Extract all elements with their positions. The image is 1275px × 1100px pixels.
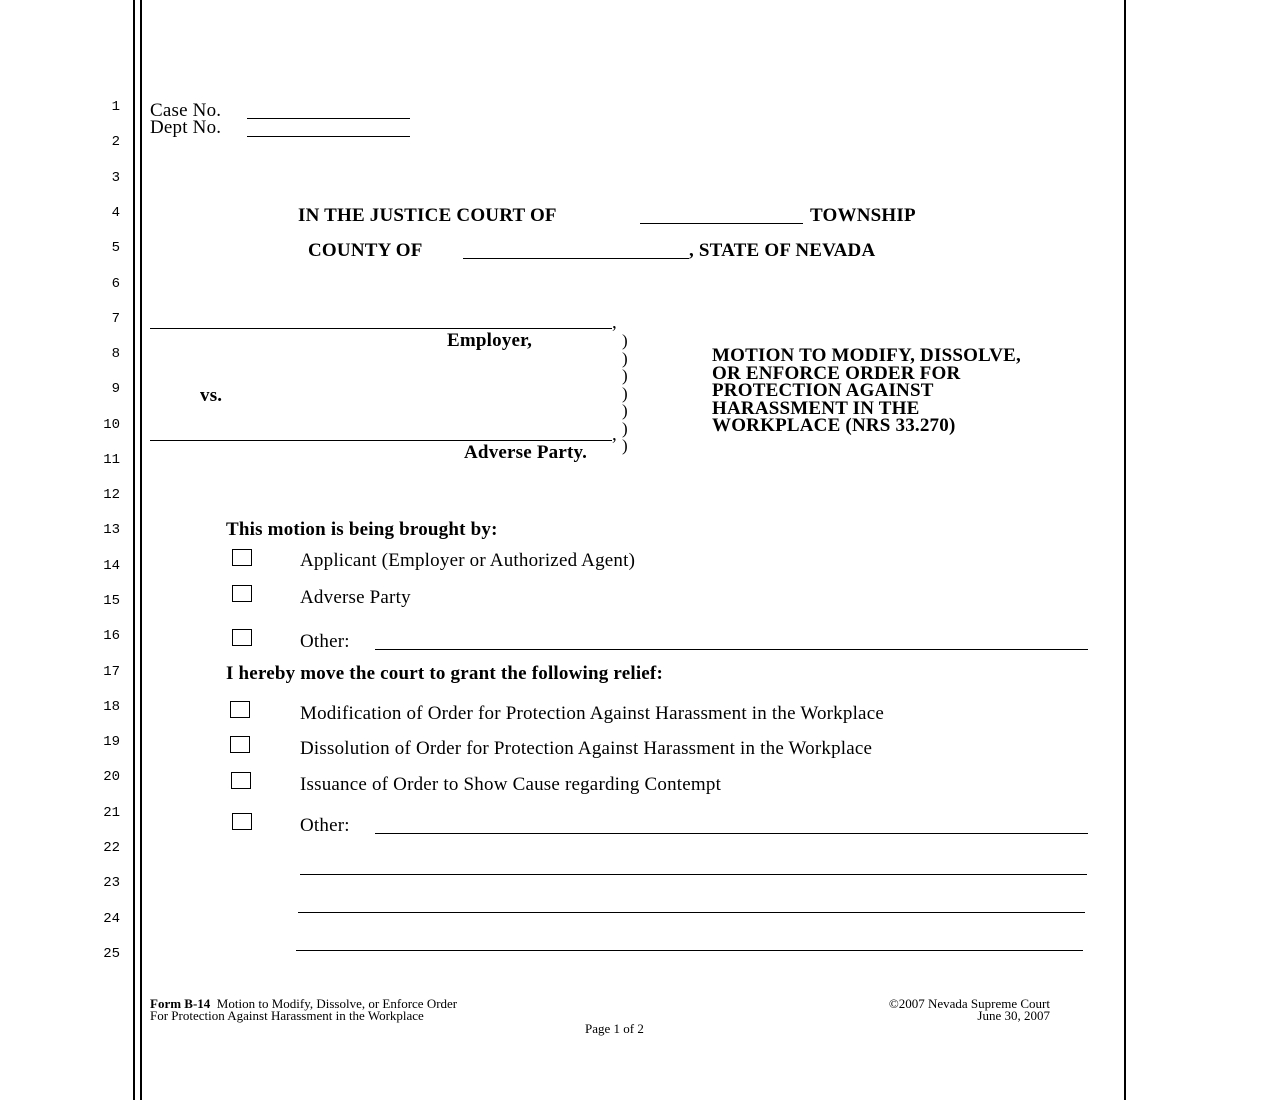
case-number-label: Case No. bbox=[150, 100, 222, 121]
line-number: 21 bbox=[103, 805, 120, 821]
line-number: 9 bbox=[111, 381, 120, 397]
county-heading-suffix: , STATE OF NEVADA bbox=[689, 240, 876, 261]
line-number: 20 bbox=[103, 769, 120, 785]
court-heading-suffix: TOWNSHIP bbox=[810, 205, 916, 226]
form-title-line-2: For Protection Against Harassment in the Workplace bbox=[150, 1008, 424, 1023]
case-number-field[interactable] bbox=[247, 118, 410, 119]
right-margin-rule bbox=[1124, 0, 1126, 1100]
caption-paren: ) bbox=[622, 349, 628, 368]
other-relief-checkbox[interactable] bbox=[232, 813, 252, 830]
court-heading-prefix: IN THE JUSTICE COURT OF bbox=[298, 205, 557, 226]
line-number: 5 bbox=[111, 240, 120, 256]
other-party-option-label: Other: bbox=[300, 631, 350, 652]
line-number: 4 bbox=[111, 205, 120, 221]
caption-paren: ) bbox=[622, 366, 628, 385]
motion-title-line: HARASSMENT IN THE bbox=[712, 397, 920, 419]
copyright-notice: ©2007 Nevada Supreme Court bbox=[888, 996, 1050, 1011]
form-date: June 30, 2007 bbox=[977, 1008, 1050, 1023]
caption-comma: , bbox=[612, 312, 617, 333]
line-number: 3 bbox=[111, 170, 120, 186]
adverse-party-label: Adverse Party. bbox=[464, 442, 588, 463]
line-number: 19 bbox=[103, 734, 120, 750]
employer-label: Employer, bbox=[447, 330, 533, 351]
other-party-checkbox[interactable] bbox=[232, 629, 252, 646]
line-number: 8 bbox=[111, 346, 120, 362]
other-relief-option-label: Other: bbox=[300, 815, 350, 836]
applicant-checkbox[interactable] bbox=[232, 549, 252, 566]
county-heading-prefix: COUNTY OF bbox=[308, 240, 423, 261]
caption-paren: ) bbox=[622, 436, 628, 455]
vs-label: vs. bbox=[200, 385, 223, 406]
adverse-party-name-field[interactable] bbox=[150, 440, 612, 441]
form-id: Form B-14 bbox=[150, 996, 211, 1011]
line-number: 14 bbox=[103, 558, 120, 574]
page-number: Page 1 of 2 bbox=[585, 1021, 644, 1036]
motion-title bbox=[712, 347, 1021, 435]
line-number: 1 bbox=[111, 99, 120, 115]
show-cause-option-label: Issuance of Order to Show Cause regarding Contempt bbox=[300, 774, 722, 795]
line-number: 17 bbox=[103, 664, 120, 680]
line-number: 24 bbox=[103, 911, 120, 927]
caption-paren: ) bbox=[622, 401, 628, 420]
dissolution-option-label: Dissolution of Order for Protection Against Harassment in the Workplace bbox=[300, 738, 873, 759]
other-relief-field[interactable] bbox=[375, 833, 1088, 834]
left-margin-rule-outer bbox=[133, 0, 135, 1100]
line-number: 2 bbox=[111, 134, 120, 150]
other-relief-continuation-field[interactable] bbox=[298, 912, 1085, 913]
motion-title-line: WORKPLACE (NRS 33.270) bbox=[712, 415, 956, 436]
line-number: 22 bbox=[103, 840, 120, 856]
adverse-party-checkbox[interactable] bbox=[232, 585, 252, 602]
other-relief-continuation-field[interactable] bbox=[296, 950, 1083, 951]
other-relief-continuation-field[interactable] bbox=[300, 874, 1087, 875]
modification-option-label: Modification of Order for Protection Against Harassment in the Workplace bbox=[300, 703, 884, 724]
applicant-option-label: Applicant (Employer or Authorized Agent) bbox=[300, 550, 636, 571]
line-number: 23 bbox=[103, 875, 120, 891]
relief-heading: I hereby move the court to grant the following relief: bbox=[226, 663, 663, 684]
dept-number-label: Dept No. bbox=[150, 117, 222, 138]
moving-party-heading: This motion is being brought by: bbox=[226, 519, 498, 540]
line-number: 25 bbox=[103, 946, 120, 962]
line-number: 18 bbox=[103, 699, 120, 715]
caption-comma: , bbox=[612, 424, 617, 445]
line-number: 16 bbox=[103, 628, 120, 644]
show-cause-checkbox[interactable] bbox=[231, 772, 251, 789]
left-margin-rule-inner bbox=[140, 0, 142, 1100]
form-title-line-1: Motion to Modify, Dissolve, or Enforce Order bbox=[216, 996, 458, 1011]
adverse-party-option-label: Adverse Party bbox=[300, 587, 411, 608]
caption-paren: ) bbox=[622, 331, 628, 350]
modification-checkbox[interactable] bbox=[230, 701, 250, 718]
caption-paren: ) bbox=[622, 419, 628, 438]
other-party-field[interactable] bbox=[375, 649, 1088, 650]
line-number: 6 bbox=[111, 276, 120, 292]
township-field[interactable] bbox=[640, 223, 803, 224]
line-number: 7 bbox=[111, 311, 120, 327]
line-number: 15 bbox=[103, 593, 120, 609]
line-number: 11 bbox=[103, 452, 120, 468]
county-field[interactable] bbox=[463, 258, 689, 259]
caption-paren: ) bbox=[622, 384, 628, 403]
line-number: 12 bbox=[103, 487, 120, 503]
line-number: 10 bbox=[103, 417, 120, 433]
motion-title-line: PROTECTION AGAINST bbox=[712, 380, 934, 401]
motion-title-line: MOTION TO MODIFY, DISSOLVE, bbox=[712, 345, 1021, 366]
dissolution-checkbox[interactable] bbox=[230, 736, 250, 753]
dept-number-field[interactable] bbox=[247, 136, 410, 137]
motion-title-line: OR ENFORCE ORDER FOR bbox=[712, 362, 961, 384]
employer-name-field[interactable] bbox=[150, 328, 612, 329]
line-number: 13 bbox=[103, 522, 120, 538]
